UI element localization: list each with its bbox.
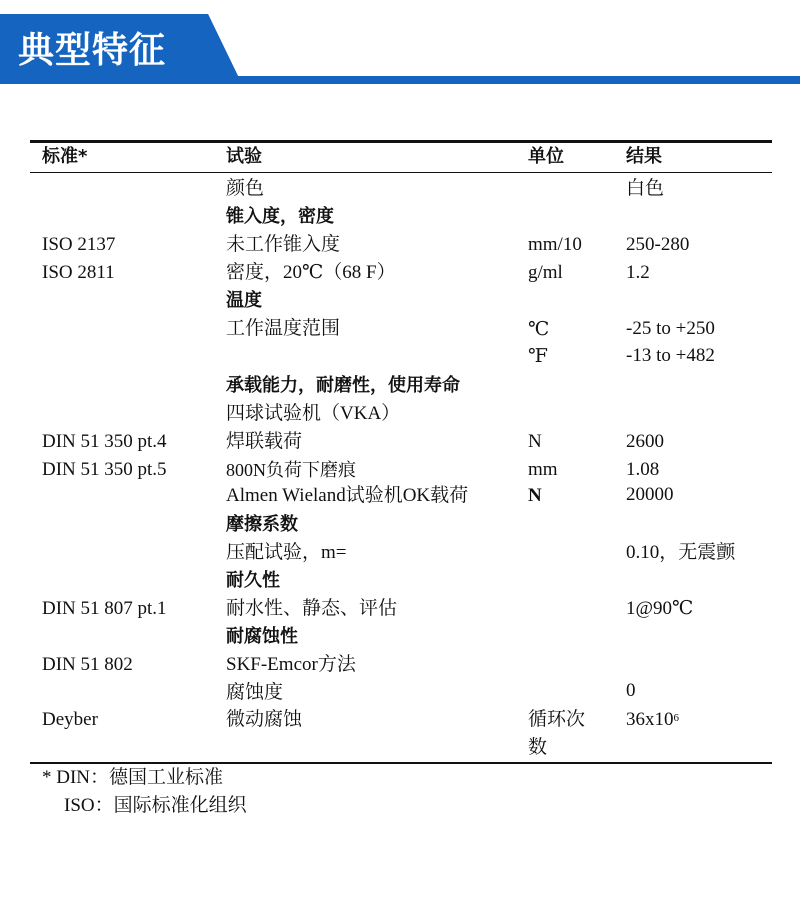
column-header-test: 试验 xyxy=(226,146,262,167)
unit-cell: mm xyxy=(528,459,558,480)
unit-cell: ℃ xyxy=(528,319,550,340)
column-header-unit: 单位 xyxy=(528,146,564,167)
unit-cell: mm/10 xyxy=(528,234,582,255)
result-exponent: 6 xyxy=(673,712,679,724)
section-heading: 承载能力，耐磨性，使用寿命 xyxy=(226,375,460,396)
unit-cell: 循环次 xyxy=(528,709,586,730)
standard-cell: DIN 51 802 xyxy=(42,654,133,675)
result-cell: -13 to +482 xyxy=(626,345,715,366)
page-title: 典型特征 xyxy=(18,30,167,71)
section-banner xyxy=(0,14,800,84)
test-cell: 密度，20℃（68 F） xyxy=(226,262,396,283)
result-cell: 20000 xyxy=(626,484,674,505)
result-cell: 1.2 xyxy=(626,262,650,283)
test-cell: SKF-Emcor方法 xyxy=(226,654,356,675)
unit-cell-continued: 数 xyxy=(528,737,548,758)
test-cell: 压配试验，m= xyxy=(226,542,347,563)
result-cell xyxy=(626,707,679,733)
unit-cell: ℉ xyxy=(528,346,548,367)
section-heading: 耐腐蚀性 xyxy=(226,626,298,647)
test-cell: 焊联载荷 xyxy=(226,431,303,452)
table-header-rule xyxy=(30,172,772,173)
result-cell: 1.08 xyxy=(626,459,660,480)
standard-cell: DIN 51 350 pt.5 xyxy=(42,459,167,480)
unit-cell: g/ml xyxy=(528,262,563,283)
result-base: 36x10 xyxy=(626,709,674,730)
test-cell: 腐蚀度 xyxy=(226,682,284,703)
test-cell: 耐水性、静态、评估 xyxy=(226,598,398,619)
result-cell: 0 xyxy=(626,680,636,701)
test-cell: 未工作锥入度 xyxy=(226,234,341,255)
result-cell: 0.10，无震颤 xyxy=(626,542,736,563)
standard-cell: DIN 51 807 pt.1 xyxy=(42,598,167,619)
result-cell: 2600 xyxy=(626,431,664,452)
result-cell: 白色 xyxy=(626,178,665,199)
result-cell: -25 to +250 xyxy=(626,318,715,339)
table-bottom-rule xyxy=(30,762,772,764)
column-header-result: 结果 xyxy=(626,146,662,167)
standard-cell: ISO 2811 xyxy=(42,262,115,283)
section-heading: 温度 xyxy=(226,290,262,311)
result-cell: 250-280 xyxy=(626,234,690,255)
table-top-rule xyxy=(30,140,772,143)
unit-cell: N xyxy=(528,431,542,452)
unit-cell: N xyxy=(528,485,542,506)
standard-cell: DIN 51 350 pt.4 xyxy=(42,431,167,452)
test-cell: 800N负荷下磨痕 xyxy=(226,460,356,480)
standard-cell: Deyber xyxy=(42,709,98,730)
test-cell: 工作温度范围 xyxy=(226,318,341,339)
section-heading: 摩擦系数 xyxy=(226,514,298,535)
test-cell: 颜色 xyxy=(226,178,265,199)
test-cell: 微动腐蚀 xyxy=(226,709,303,730)
section-heading: 锥入度，密度 xyxy=(226,206,334,227)
column-header-standard: 标准* xyxy=(42,146,88,167)
standard-cell: ISO 2137 xyxy=(42,234,116,255)
test-cell: Almen Wieland试验机OK载荷 xyxy=(226,485,469,506)
footnote-din: * DIN：德国工业标准 xyxy=(42,767,224,788)
test-cell: 四球试验机（VKA） xyxy=(226,403,401,424)
section-heading: 耐久性 xyxy=(226,570,280,591)
result-cell: 1@90℃ xyxy=(626,598,694,619)
footnote-iso: ISO：国际标准化组织 xyxy=(64,795,247,816)
